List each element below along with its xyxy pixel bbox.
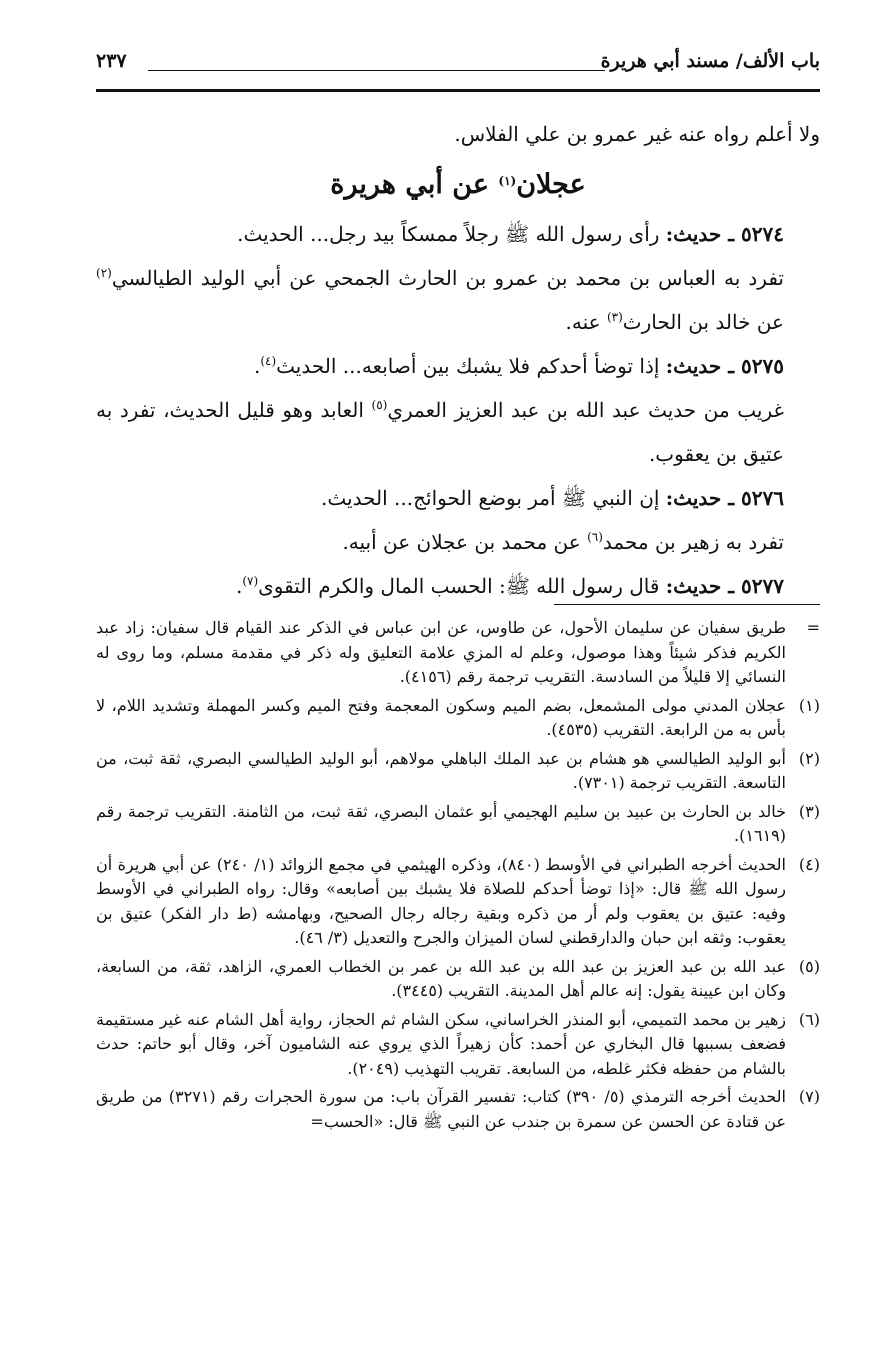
footnote-mark: (٣) bbox=[798, 801, 820, 821]
page-number: ٢٣٧ bbox=[96, 50, 127, 72]
hadith-entry bbox=[96, 564, 820, 608]
hadith-label: ـ حديث: bbox=[665, 222, 742, 246]
footnote-ref: (١) bbox=[498, 174, 517, 188]
hadith-number: ٥٢٧٧ bbox=[741, 574, 784, 598]
hadith-label: ـ حديث: bbox=[665, 486, 742, 510]
hadith-text: إذا توضأ أحدكم فلا يشبك بين أصابعه... الحديث bbox=[276, 354, 666, 378]
footnote-item bbox=[96, 853, 820, 951]
hadith-label: ـ حديث: bbox=[665, 354, 742, 378]
footnote-text: عبد الله بن عبد العزيز بن عبد الله بن عبد الله بن عمر بن الخطاب العمري، الزاهد، ثقة، من السابعة، وكان ابن عيينة يقول: إنه عالم أهل المدينة. التقريب (٣٤٤٥). bbox=[96, 956, 786, 1000]
hadith-text-end: . bbox=[253, 354, 261, 378]
footnote-item bbox=[96, 694, 820, 743]
note-text: غريب من حديث عبد الله بن عبد العزيز العمري bbox=[387, 398, 784, 422]
footnote-ref: (٦) bbox=[587, 530, 603, 544]
book-page bbox=[96, 0, 820, 1370]
footnote-item bbox=[96, 616, 820, 690]
footnote-mark: (٢) bbox=[798, 748, 820, 768]
footnote-ref: (٥) bbox=[371, 398, 388, 412]
section-title bbox=[96, 160, 820, 210]
footnote-text: الحديث أخرجه الترمذي (٥/ ٣٩٠) كتاب: تفسير القرآن باب: من سورة الحجرات رقم (٣٢٧١) من طريق عن قتادة عن الحسن عن سمرة بن جندب عن النبي ﷺ قال: «الحسب= bbox=[96, 1087, 786, 1131]
footnote-text: أبو الوليد الطيالسي هو هشام بن عبد الملك الباهلي مولاهم، أبو الوليد الطيالسي البصري، ثقة ثبت، من التاسعة. التقريب ترجمة (٧٣٠١). bbox=[96, 748, 786, 792]
note-text: عنه. bbox=[565, 310, 607, 334]
intro-paragraph: ولا أعلم رواه عنه غير عمرو بن علي الفلاس. bbox=[454, 122, 820, 146]
footnotes bbox=[96, 616, 820, 1138]
footnote-mark: = bbox=[806, 618, 820, 637]
page-header bbox=[96, 40, 820, 88]
section-title-rest: عن أبي هريرة bbox=[330, 169, 499, 200]
header-dash-line bbox=[148, 70, 605, 71]
hadith-note bbox=[96, 388, 820, 476]
hadith-text-end: . bbox=[235, 574, 243, 598]
hadith-label: ـ حديث: bbox=[665, 574, 742, 598]
running-title: باب الألف/ مسند أبي هريرة bbox=[600, 50, 820, 72]
hadith-text: رأى رسول الله ﷺ رجلاً ممسكاً بيد رجل... الحديث. bbox=[237, 222, 666, 246]
note-text: العابد وهو قليل الحديث، تفرد به عتيق بن يعقوب. bbox=[96, 398, 784, 466]
hadith-note bbox=[96, 256, 820, 344]
hadith-entry bbox=[96, 476, 820, 520]
note-text: عن محمد بن عجلان عن أبيه. bbox=[342, 530, 588, 554]
footnote-mark: (٥) bbox=[798, 956, 820, 976]
footnote-text: خالد بن الحارث بن عبيد بن سليم الهجيمي أبو عثمان البصري، ثقة ثبت، من الثامنة. التقريب ترجمة رقم (١٦١٩). bbox=[96, 801, 786, 845]
hadith-text: قال رسول الله ﷺ: الحسب المال والكرم التقوى bbox=[258, 574, 666, 598]
hadith-number: ٥٢٧٤ bbox=[741, 222, 784, 246]
footnote-text: الحديث أخرجه الطبراني في الأوسط (٨٤٠)، وذكره الهيثمي في مجمع الزوائد (١/ ٢٤٠) عن أبي هريرة أن رسول الله ﷺ قال: «إذا توضأ أحدكم للصلاة فلا يشبك بين أصابعه» وقال: رواه الطبراني في الأوسط وفيه: عتيق بن يعقوب ولم أر من ذكره وبقية رجاله رجال الصحيح، وبهامشه (ط دار الفكر) عتيق بن يعقوب: وثقه ابن حبان والدارقطني لسان الميزان والجرح والتعديل (٣/ ٤٦). bbox=[96, 854, 786, 947]
note-text: تفرد به العباس بن محمد بن عمرو بن الحارث الجمحي عن أبي الوليد الطيالسي bbox=[111, 266, 784, 290]
footnote-text: طريق سفيان عن سليمان الأحول، عن طاوس، عن ابن عباس في الذكر عند القيام قال سفيان: زاد عبد الكريم فذكر شيئاً وهذا موصول، وعلم له المزي علامة التعليق وله ذكر في مقدمة مسلم، وما روى له النسائي إلا قليلاً من السادسة. التقريب ترجمة رقم (٤١٥٦). bbox=[96, 618, 786, 686]
footnote-item bbox=[96, 800, 820, 849]
main-text bbox=[96, 112, 820, 608]
note-text: عن خالد بن الحارث bbox=[622, 310, 784, 334]
footnote-mark: (٤) bbox=[798, 854, 820, 874]
footnote-item bbox=[96, 955, 820, 1004]
hadith-text: إن النبي ﷺ أمر بوضع الحوائج... الحديث. bbox=[321, 486, 666, 510]
header-rule bbox=[96, 89, 820, 92]
hadith-entry bbox=[96, 212, 820, 256]
hadith-note bbox=[96, 520, 820, 564]
footnote-text: عجلان المدني مولى المشمعل، بضم الميم وسكون المعجمة وفتح الميم وكسر المهملة وتشديد اللام، لا بأس به من الرابعة. التقريب (٤٥٣٥). bbox=[96, 695, 786, 739]
footnote-mark: (٦) bbox=[798, 1009, 820, 1029]
note-text: تفرد به زهير بن محمد bbox=[602, 530, 784, 554]
footnote-item bbox=[96, 1008, 820, 1082]
footnote-text: زهير بن محمد التميمي، أبو المنذر الخراساني، سكن الشام ثم الحجاز، رواية أهل الشام عنه غير مستقيمة فضعف بسببها قال البخاري عن أحمد: كأن زهيراً الذي يروي عنه الشاميون آخر، وقال أبو حاتم: حدث بالشام من حفظه فكثر غلطه، من السابعة. تقريب التهذيب (٢٠٤٩). bbox=[96, 1009, 786, 1078]
footnote-separator bbox=[554, 604, 820, 605]
footnote-ref: (٣) bbox=[606, 310, 623, 324]
footnote-mark: (٧) bbox=[798, 1087, 820, 1106]
hadith-number: ٥٢٧٦ bbox=[741, 486, 784, 510]
hadith-entry bbox=[96, 344, 820, 388]
footnote-item bbox=[96, 1085, 820, 1134]
section-title-name: عجلان bbox=[516, 169, 586, 200]
footnote-ref: (٢) bbox=[96, 266, 112, 280]
footnote-ref: (٤) bbox=[260, 354, 277, 368]
footnote-mark: (١) bbox=[798, 695, 820, 715]
hadith-number: ٥٢٧٥ bbox=[741, 354, 784, 378]
footnote-item bbox=[96, 747, 820, 796]
footnote-ref: (٧) bbox=[242, 574, 259, 588]
